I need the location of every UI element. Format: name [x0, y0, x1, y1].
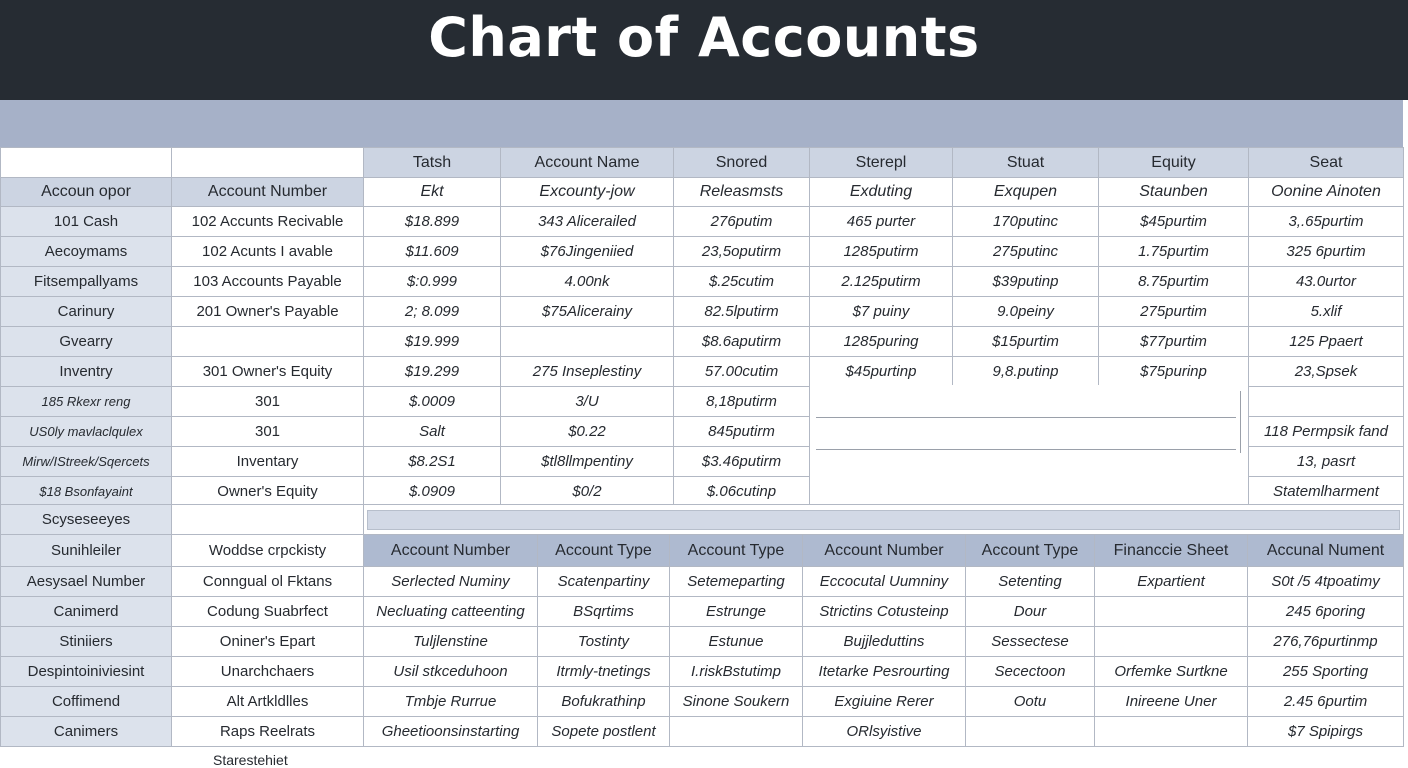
table-cell: Alt Artkldlles: [172, 687, 364, 717]
table-cell: Tuljlenstine: [364, 627, 538, 657]
table-cell: 57.00cutim: [674, 357, 810, 387]
header-cell: Ekt: [364, 178, 501, 207]
table-cell: Itetarke Pesrourting: [803, 657, 966, 687]
table-cell: 275 Inseplestiny: [501, 357, 674, 387]
table-cell: Woddse crpckisty: [172, 535, 364, 567]
row-label: Sunihleiler: [1, 535, 172, 567]
table-cell: Statemlharment: [1249, 477, 1404, 507]
table-cell: $.0909: [364, 477, 501, 507]
table-cell: 301 Owner's Equity: [172, 357, 364, 387]
table-cell: [966, 717, 1095, 747]
scroll-bar[interactable]: [364, 505, 1404, 535]
header-cell[interactable]: Account Type: [538, 535, 670, 567]
table-row: [1, 297, 1404, 327]
table-cell: 170putinc: [953, 207, 1099, 237]
table-cell: $7 puiny: [810, 297, 953, 327]
table-cell: 245 6poring: [1248, 597, 1404, 627]
table-cell: $75Alicerainy: [501, 297, 674, 327]
header-cell[interactable]: Account Type: [670, 535, 803, 567]
table-cell: [172, 327, 364, 357]
table-cell: Itrmly-tnetings: [538, 657, 670, 687]
table-cell: $75purinp: [1099, 357, 1249, 387]
row-label: 101 Cash: [1, 207, 172, 237]
header-cell: Staunben: [1099, 178, 1249, 207]
table-cell: [670, 717, 803, 747]
table-cell: Estrunge: [670, 597, 803, 627]
table-header-row: [1, 148, 1404, 178]
row-label: Despintoiniviesint: [1, 657, 172, 687]
row-label: Aesysael Number: [1, 567, 172, 597]
table-cell: Serlected Numiny: [364, 567, 538, 597]
header-cell: Excounty-jow: [501, 178, 674, 207]
table-cell: Setenting: [966, 567, 1095, 597]
table-cell: 845putirm: [674, 417, 810, 447]
header-cell[interactable]: Account Number: [172, 178, 364, 207]
table-cell: Usil stkceduhoon: [364, 657, 538, 687]
table-cell: Conngual ol Fktans: [172, 567, 364, 597]
table-cell: 8.75purtim: [1099, 267, 1249, 297]
header-cell[interactable]: Equity: [1099, 148, 1249, 178]
table-row: [1, 327, 1404, 357]
table-row: [1, 237, 1404, 267]
header-cell[interactable]: Snored: [674, 148, 810, 178]
table-cell: $8.6aputirm: [674, 327, 810, 357]
table-cell: Bofukrathinp: [538, 687, 670, 717]
table-cell: 102 Accunts Recivable: [172, 207, 364, 237]
table-cell: Raps Reelrats: [172, 717, 364, 747]
table-row: [1, 357, 1404, 387]
table-row: [1, 567, 1404, 597]
table-cell: 2.125putirm: [810, 267, 953, 297]
table-cell: Codung Suabrfect: [172, 597, 364, 627]
empty-panel: [810, 385, 1248, 505]
table-cell: Inventary: [172, 447, 364, 477]
accounts-table-lower: [0, 504, 1404, 747]
table-cell: Sinone Soukern: [670, 687, 803, 717]
table-cell: 2; 8.099: [364, 297, 501, 327]
header-cell[interactable]: Account Number: [364, 535, 538, 567]
table-cell: 103 Accounts Payable: [172, 267, 364, 297]
table-cell: 3,.65purtim: [1249, 207, 1404, 237]
table-cell: Estunue: [670, 627, 803, 657]
header-cell[interactable]: Accoun opor: [1, 178, 172, 207]
table-cell: 8,18putirm: [674, 387, 810, 417]
table-cell: $39putinp: [953, 267, 1099, 297]
table-cell: $18.899: [364, 207, 501, 237]
table-cell: $.25cutim: [674, 267, 810, 297]
table-cell: Bujjleduttins: [803, 627, 966, 657]
row-label: Mirw/IStreek/Sqercets: [1, 447, 172, 477]
header-cell[interactable]: Account Name: [501, 148, 674, 178]
table-row: [1, 717, 1404, 747]
table-cell: Expartient: [1095, 567, 1248, 597]
table-cell: Tmbje Rurrue: [364, 687, 538, 717]
header-cell: Exduting: [810, 178, 953, 207]
table-cell: 201 Owner's Payable: [172, 297, 364, 327]
table-cell: 23,5oputirm: [674, 237, 810, 267]
table-cell: 276,76purtinmp: [1248, 627, 1404, 657]
row-label: Aecoymams: [1, 237, 172, 267]
table-cell: Tostinty: [538, 627, 670, 657]
table-cell: $76Jingeniied: [501, 237, 674, 267]
table-cell: 43.0urtor: [1249, 267, 1404, 297]
table-cell: [1095, 717, 1248, 747]
header-cell: [172, 148, 364, 178]
table-cell: $tl8llmpentiny: [501, 447, 674, 477]
table-cell: Secectoon: [966, 657, 1095, 687]
table-cell: 301: [172, 417, 364, 447]
table-subheader-row: [1, 178, 1404, 207]
table-cell: Owner's Equity: [172, 477, 364, 507]
table-cell: BSqrtims: [538, 597, 670, 627]
table-cell: 255 Sporting: [1248, 657, 1404, 687]
header-band: [0, 100, 1403, 148]
table-cell: 275putinc: [953, 237, 1099, 267]
row-label: $18 Bsonfayaint: [1, 477, 172, 507]
table-cell: Setemeparting: [670, 567, 803, 597]
table-cell: Gheetioonsinstarting: [364, 717, 538, 747]
table-cell: $0.22: [501, 417, 674, 447]
table-cell: [1095, 597, 1248, 627]
header-cell[interactable]: Sterepl: [810, 148, 953, 178]
table-cell: 9,8.putinp: [953, 357, 1099, 387]
table-cell: $3.46putirm: [674, 447, 810, 477]
table-cell: $45purtim: [1099, 207, 1249, 237]
table-cell: 13, pasrt: [1249, 447, 1404, 477]
table-cell: Inireene Uner: [1095, 687, 1248, 717]
table-cell: 2.45 6purtim: [1248, 687, 1404, 717]
table-cell: 301: [172, 387, 364, 417]
table-cell: [501, 327, 674, 357]
page-title: Chart of Accounts: [428, 6, 980, 69]
table-cell: $0/2: [501, 477, 674, 507]
table-cell: 102 Acunts I avable: [172, 237, 364, 267]
table-cell: Sessectese: [966, 627, 1095, 657]
table-cell: 1285puring: [810, 327, 953, 357]
header-cell: Releasmsts: [674, 178, 810, 207]
table-cell: $19.999: [364, 327, 501, 357]
table-cell: ORlsyistive: [803, 717, 966, 747]
row-label: US0ly mavlaclqulex: [1, 417, 172, 447]
table-cell: Scatenpartiny: [538, 567, 670, 597]
table-cell: Dour: [966, 597, 1095, 627]
table-cell: $77purtim: [1099, 327, 1249, 357]
table-cell: $7 Spipirgs: [1248, 717, 1404, 747]
footer-text: Starestehiet: [213, 752, 288, 768]
table-cell: 276putim: [674, 207, 810, 237]
table-cell: [1249, 387, 1404, 417]
table-cell: Oniner's Epart: [172, 627, 364, 657]
table-cell: 9.0peiny: [953, 297, 1099, 327]
table-cell: 5.xlif: [1249, 297, 1404, 327]
table-cell: Eccocutal Uumniny: [803, 567, 966, 597]
table-cell: 1285putirm: [810, 237, 953, 267]
table-row: [1, 267, 1404, 297]
table-cell: Exgiuine Rerer: [803, 687, 966, 717]
table-cell: Strictins Cotusteinp: [803, 597, 966, 627]
table-cell: $19.299: [364, 357, 501, 387]
header-cell: Oonine Ainoten: [1249, 178, 1404, 207]
table-cell: 1.75purtim: [1099, 237, 1249, 267]
table-cell: 23,Spsek: [1249, 357, 1404, 387]
header-cell: [1, 148, 172, 178]
table-cell: $11.609: [364, 237, 501, 267]
table-cell: Unarchchaers: [172, 657, 364, 687]
table-cell: $.06cutinp: [674, 477, 810, 507]
row-label: Inventry: [1, 357, 172, 387]
table-cell: 3/U: [501, 387, 674, 417]
table-cell: I.riskBstutimp: [670, 657, 803, 687]
scroll-bar-track[interactable]: [367, 510, 1400, 530]
table-cell: 82.5lputirm: [674, 297, 810, 327]
lower-header-row: [1, 535, 1404, 567]
header-cell[interactable]: Account Number: [803, 535, 966, 567]
table-cell: 325 6purtim: [1249, 237, 1404, 267]
table-cell: Ootu: [966, 687, 1095, 717]
table-cell: Orfemke Surtkne: [1095, 657, 1248, 687]
table-cell: 465 purter: [810, 207, 953, 237]
row-label: Carinury: [1, 297, 172, 327]
table-row: [1, 687, 1404, 717]
table-cell: $45purtinp: [810, 357, 953, 387]
table-cell: [172, 505, 364, 535]
table-cell: Necluating catteenting: [364, 597, 538, 627]
row-label: Coffimend: [1, 687, 172, 717]
table-row: [1, 657, 1404, 687]
table-cell: 275purtim: [1099, 297, 1249, 327]
table-cell: $:0.999: [364, 267, 501, 297]
header-cell[interactable]: Account Type: [966, 535, 1095, 567]
panel-rule: [1240, 391, 1241, 453]
table-cell: Salt: [364, 417, 501, 447]
row-label: Canimers: [1, 717, 172, 747]
table-row: [1, 627, 1404, 657]
table-row: [1, 207, 1404, 237]
table-cell: 4.00nk: [501, 267, 674, 297]
row-label: Canimerd: [1, 597, 172, 627]
row-label: Stiniiers: [1, 627, 172, 657]
table-cell: 343 Alicerailed: [501, 207, 674, 237]
header-cell[interactable]: Stuat: [953, 148, 1099, 178]
row-label: 185 Rkexr reng: [1, 387, 172, 417]
table-cell: Sopete postlent: [538, 717, 670, 747]
header-cell[interactable]: Financcie Sheet: [1095, 535, 1248, 567]
separator-row: [1, 505, 1404, 535]
table-cell: 118 Permpsik fand: [1249, 417, 1404, 447]
row-label: Gvearry: [1, 327, 172, 357]
table-cell: 125 Ppaert: [1249, 327, 1404, 357]
header-cell[interactable]: Seat: [1249, 148, 1404, 178]
header-cell: Exqupen: [953, 178, 1099, 207]
table-cell: [1095, 627, 1248, 657]
table-cell: $8.2S1: [364, 447, 501, 477]
table-cell: S0t /5 4tpoatimy: [1248, 567, 1404, 597]
table-cell: $15purtim: [953, 327, 1099, 357]
panel-rule: [816, 449, 1236, 450]
header-cell[interactable]: Accunal Nument: [1248, 535, 1404, 567]
table-cell: $.0009: [364, 387, 501, 417]
header-cell[interactable]: Tatsh: [364, 148, 501, 178]
row-label: Scyseseeyes: [1, 505, 172, 535]
panel-rule: [816, 417, 1236, 418]
table-row: [1, 597, 1404, 627]
row-label: Fitsempallyams: [1, 267, 172, 297]
